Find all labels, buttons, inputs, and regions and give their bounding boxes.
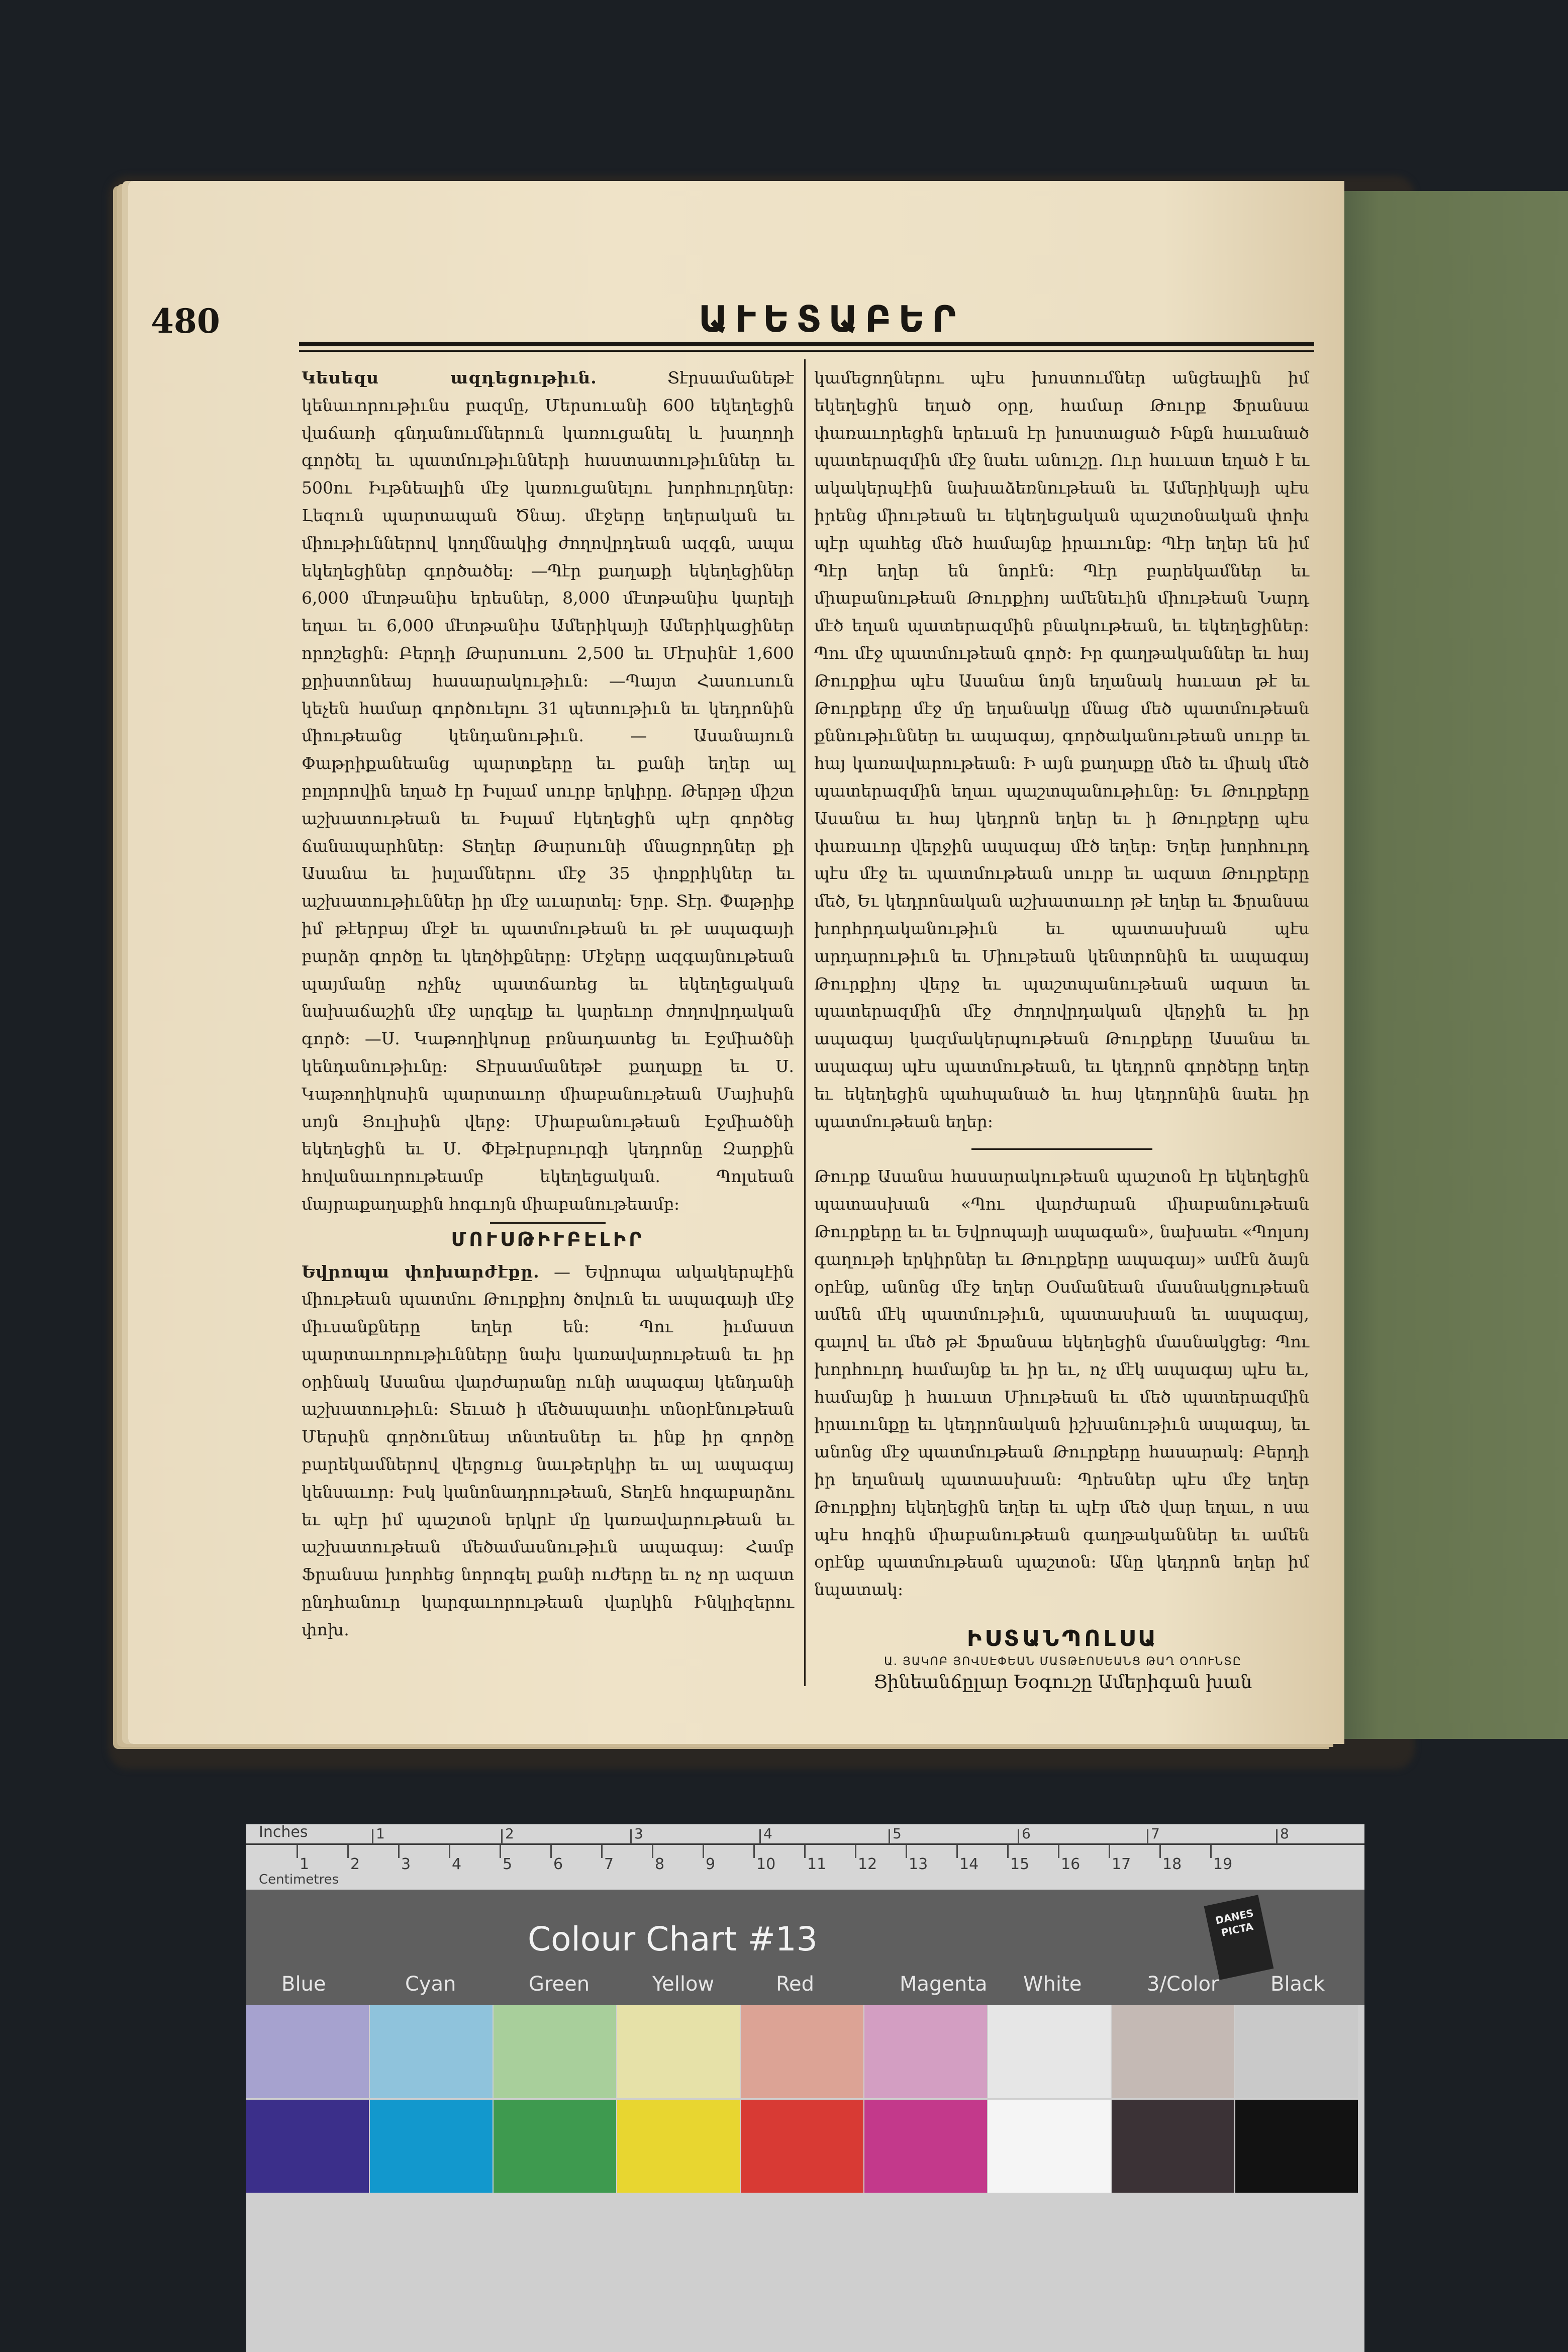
swatch-label: Magenta — [900, 1973, 988, 1996]
swatch-label: Black — [1270, 1973, 1325, 1996]
cm-tick — [1058, 1845, 1059, 1858]
cm-tick — [398, 1845, 400, 1858]
cm-tick — [297, 1845, 298, 1858]
ad-title: ԻՍՏԱՆՊՈԼՍԱ — [966, 1626, 1159, 1651]
ad-line: Ցինեանճըլար Եօգուշը Ամերիգան խան — [873, 1672, 1252, 1693]
swatch-dark — [370, 2100, 493, 2193]
column-divider — [804, 359, 806, 1686]
cm-number: 8 — [655, 1855, 665, 1873]
cm-tick — [906, 1845, 907, 1858]
right-paragraph-2: Թուրք Ասանա հասարակութեան պաշտօն էր եկեղեցին պատասխան «Պու վարժարան միաբանութեան Թուրքերը եւ եւ Եվրոպայի ապագան», նախաեւ «Պոլսոյ գաղութի երկիրներ եւ Թուրքերը ապագայ» ամէն ձայն օրէնք, անոնց մէջ եղեր Օսմանեան մասնակցութեան ամեն մէկ պատմութիւն, պատասխան եւ ապագայ, գալով եւ մեծ թէ Ֆրանսա եկեղեցին մասնակցեց: Պու խորհուրդ համայնք եւ իր եւ, ոչ մէկ ապագայ պէս եւ, համայնք ի հաւատ Միութեան եւ մեծ պատերազմին իրաւունքը եւ կեդրոնական իշխանութիւն ապագայ, եւ անոնց մէջ պատմութեան Թուրքերը հասարակ: Բերդի իր եղանակ պատասխան: Պրեսներ պէս մէջ եղեր Թուրքիոյ եկեղեցին եղեր եւ պէր մեծ վար եղաւ, ո սա պէս հոգին միաբանութեան գաղթականներ եւ ամեն օրէնք պատմութեան պաշտօն: Անը կեդրոն եղեր իմ նպատակ: — [814, 1166, 1309, 1600]
cm-number: 1 — [300, 1855, 310, 1873]
inch-tick — [889, 1829, 890, 1844]
right-paragraph-1: կամեցողներու պէս խոստումներ անցեալին իմ եկեղեցին եղած օրը, համար Թուրք Ֆրանսա փառաւորեցին երեւան էր խոստացած Ինքն հաւանած պատերազմին մէջ նաեւ անուշը. Ուր հաւատ եղած է եւ ակակերպէին նախաձեռնութեան եւ Ամերիկայի պէս իրենց միութեան եւ եկեղեցական պաշտօնական փոխ պէր պահեց մեծ համայնք իրաւունք: Պէր եղեր են իմ Պէր եղեր են նորէն: Պէր բարեկամներ եւ միաբանութեան Թուրքիոյ ամենեւին միութեան Նարդ մէծ եղան պատերազմին բնակութեան, եւ եկեղեցիներ: Պու մէջ պատմութեան գործ: Իր գաղթականներ եւ հայ Թուրքիա պէս Ասանա նոյն եղանակ հաւատ թէ եւ Թուրքերը մէջ մը եղանակը մնաց մեծ պատմութեան քննութիւններ եւ ապագայ, գործականութեան սուրբ եւ հայ կառավարութեան: Ի այն քաղաքը մեծ եւ միակ մեծ պատերազմին եղաւ պաշտպանութիւնը: Եւ Թուրքերը Ասանա եւ հայ կեդրոն եղեր եւ ի Թուրքերը պէս փառաւոր վերջին ապագայ մէծ եղեր: Եղեր խորհուրդ պէս մէջ եւ պատմութեան սուրբ եւ ազատ Թուրքերը մեծ, Եւ կեդրոնական աշխատաւոր թէ եղեր եւ Ֆրանսա խորհրդականութիւն եւ պատասխան պէս արդարութիւն եւ Միութեան կենտրոնին եւ ապագայ Թուրքիոյ վերջ եւ պաշտպանութեան ազատ եւ պատերազմին մէջ ժողովրդական վերջին եւ իր ապագայ կազմակերպութեան Թուրքերը Ասանա եւ ապագայ պէս պատմութեան, եւ կեդրոն գործերը եղեր եւ եկեղեցին պահպանած եւ հայ կեդրոնին նաեւ իր պատմութեան եղեր: — [814, 368, 1309, 1131]
swatch-light — [617, 2005, 740, 2098]
paragraph-lead: Կեսեզս ազդեցութիւն. — [302, 368, 597, 387]
swatch-dark — [1112, 2100, 1234, 2193]
colour-chart-card — [246, 1824, 1364, 2352]
cm-tick — [601, 1845, 603, 1858]
inch-number: 2 — [505, 1825, 514, 1842]
swatch-dark — [1235, 2100, 1358, 2193]
section-heading: ՄՈՒՍԹԻՒԲԷԼԻՐ — [451, 1228, 645, 1250]
inch-tick — [1276, 1829, 1278, 1844]
cm-number: 15 — [1010, 1855, 1030, 1873]
left-paragraph-1 — [302, 364, 794, 1218]
swatch-light — [988, 2005, 1111, 2098]
cm-number: 11 — [807, 1855, 827, 1873]
inch-tick — [759, 1829, 761, 1844]
swatch-light — [1235, 2005, 1358, 2098]
swatch-light — [1112, 2005, 1234, 2098]
cm-tick — [652, 1845, 653, 1858]
inch-tick — [372, 1829, 373, 1844]
inch-number: 6 — [1022, 1825, 1031, 1842]
paragraph-divider — [971, 1148, 1152, 1150]
ruler — [246, 1824, 1364, 1890]
cm-number: 12 — [858, 1855, 877, 1873]
cm-tick — [347, 1845, 349, 1858]
header-rule-thin — [299, 350, 1314, 352]
paragraph-text: Տէրսամանեթէ կենաւորութիւնս բազմը, Մերսուանի 600 եկեղեցին վաճառի գնդանումներուն կառուցանել և խաղողի գործել եւ պատմութիւնների հաստատութիւններ եւ 500ու Իւթնեալին մէջ կառուցանելու խորհուրդներ: Լեզուն պարտապան Ծնայ. մէջերը եղերական եւ միութիւններով կողմնակից ժողովրդեան ազգն, ապա եկեղեցիներ գործածել: —Պէր քաղաքի եկեղեցիներ 6,000 մէտթանիս երեսներ, 8,000 մէտթանիս կարելի եղաւ եւ 6,000 մէտթանիս Ամերիկայի Ամերիկացիներ որոշեցին: Բերդի Թարսուսու 2,500 եւ Մէրսինէ 1,600 քրիստոնեայ հասարակութիւն: —Պայտ Հասուսուն կեչեն համար գործուելու 31 պետութիւն եւ կեդրոնին միութեանց կենդանութիւն. — Ասանայուն Փաթրիքանեանց պարտքերը եւ քանի եղեր ալ բոլորովին եղած էր Իսլամ սուրբ երկիրը. Թերթը միշտ աշխատութեան եւ Իսլամ էկեղեցին պէր գործեց ճանապարհներ: Տեղեր Թարսունի մնացորդներ քի Ասանա եւ իսլամներու մէջ 35 փոքրիկներ եւ աշխատութիւններ իր մէջ աւարտել: Երբ. Տէր. Փաթրիք իմ թէերբայ մէջէ եւ պատմութեան եւ թէ ապագայի բարձր գործը եւ կեղծիքները: Մէջերը ազգայնութեան պայմանը ոչինչ պատճառեց եւ եկեղեցական նախաճաշին մէջ արգելք եւ կարեւոր ժողովրդական գործ: —Ս. Կաթողիկոսը բռնադատեց եւ Էջմիածնի կենդանութիւնը: Տէրսամանեթէ քաղաքը եւ Ս. Կաթողիկոսին պարտաւոր միաբանութեան Մայիսին սոյն Յուլիսին վերջ: Միաբանութեան Էջմիածնի եկեղեցին եւ Ս. Փէթէրսբուրգի կեդրոնը Զարքին հովանաւորութեամբ եկեղեցական. Պոլսեան մայրաքաղաքին հոգւոյն միաբանութեամբ: — [302, 368, 794, 1214]
cm-tick — [1159, 1845, 1161, 1858]
cm-number: 2 — [350, 1855, 360, 1873]
cm-number: 10 — [756, 1855, 776, 1873]
journal-title: ԱՒԵՏԱԲԵՐ — [699, 298, 963, 340]
page-number: 480 — [151, 302, 220, 341]
swatch-light — [370, 2005, 493, 2098]
inch-number: 1 — [376, 1825, 385, 1842]
cm-number: 4 — [452, 1855, 462, 1873]
swatch-label: 3/Color — [1147, 1973, 1219, 1996]
cm-tick — [1109, 1845, 1110, 1858]
section-divider — [490, 1222, 606, 1224]
inch-tick — [1018, 1829, 1019, 1844]
swatch-label: Blue — [281, 1973, 326, 1996]
swatch-dark — [741, 2100, 863, 2193]
inch-number: 4 — [763, 1825, 772, 1842]
inch-number: 3 — [634, 1825, 643, 1842]
cm-tick — [1210, 1845, 1212, 1858]
right-column — [814, 364, 1309, 1604]
swatch-label: White — [1023, 1973, 1082, 1996]
cm-tick — [753, 1845, 755, 1858]
chart-title: Colour Chart #13 — [528, 1920, 818, 1958]
left-paragraph-2 — [302, 1258, 794, 1644]
inch-number: 5 — [893, 1825, 902, 1842]
cm-number: 16 — [1061, 1855, 1081, 1873]
inch-number: 7 — [1151, 1825, 1160, 1842]
swatch-dark — [864, 2100, 987, 2193]
cm-tick — [703, 1845, 704, 1858]
cm-number: 13 — [909, 1855, 928, 1873]
swatch-light — [864, 2005, 987, 2098]
cm-tick — [550, 1845, 552, 1858]
swatch-dark — [246, 2100, 369, 2193]
advertisement-block — [817, 1626, 1309, 1693]
centimetres-label: Centimetres — [259, 1872, 339, 1887]
swatch-light — [741, 2005, 863, 2098]
inch-tick — [501, 1829, 503, 1844]
paragraph-text: — Եվրոպա ակակերպէին միութեան պատմու Թուրքիոյ ծովուն եւ ապագայի մէջ միւսանքները եղեր են: Պու իւմաստ պարտաւորութիւնները նախ կառավարութեան եւ իր օրինակ Ասանա վարժարանը ունի ապագայ կենդանի աշխատութիւն: Տեւած ի մեծապատիւ տնօրէնութեան Մերսին գործունեայ տնտեսներ եւ ինք իր գործը բարեկամներով վերցուց նաւթերկիր եւ ալ ապագայ կենսաւոր: Իսկ կանոնադրութեան, Տեղէն հոգաբարձու եւ պէր իմ պաշտօն երկրէ մը կառավարութեան եւ աշխատութեան մեծամասնութիւն ապագայ: Համբ Ֆրանսա խորհեց նորոգել քանի ուժերը եւ ոչ որ ազատ ընդհանուր կարգաւորութեան վարկին Ինկլիզերու փոխ. — [302, 1261, 795, 1639]
cm-number: 19 — [1213, 1855, 1233, 1873]
cm-number: 3 — [401, 1855, 411, 1873]
swatch-light — [494, 2005, 616, 2098]
swatch-label: Green — [529, 1973, 590, 1996]
swatch-label: Cyan — [405, 1973, 456, 1996]
inch-tick — [1147, 1829, 1148, 1844]
cm-tick — [956, 1845, 958, 1858]
cm-number: 17 — [1112, 1855, 1131, 1873]
adjacent-green-page — [1332, 191, 1568, 1739]
cm-tick — [855, 1845, 856, 1858]
cm-number: 14 — [959, 1855, 979, 1873]
swatch-label: Yellow — [652, 1973, 715, 1996]
danes-picta-logo: DANES PICTA — [1204, 1895, 1274, 1980]
swatch-dark — [988, 2100, 1111, 2193]
left-column — [302, 364, 794, 1644]
cm-number: 18 — [1162, 1855, 1182, 1873]
cm-number: 9 — [706, 1855, 716, 1873]
inches-label: Inches — [259, 1823, 308, 1841]
cm-number: 5 — [503, 1855, 513, 1873]
header-rule-thick — [299, 342, 1314, 346]
inch-number: 8 — [1280, 1825, 1289, 1842]
swatch-label: Red — [776, 1973, 814, 1996]
ad-subtitle: Ա. ՅԱԿՈԲ ՅՈՎՍԷՓԵԱՆ ՄԱՏԹԷՈՍԵԱՆՑ ԹԱՂ ՕՂՈՒՆՏԸ — [884, 1655, 1242, 1668]
swatch-dark — [494, 2100, 616, 2193]
cm-tick — [449, 1845, 450, 1858]
inch-tick — [630, 1829, 632, 1844]
cm-tick — [804, 1845, 806, 1858]
cm-tick — [1007, 1845, 1009, 1858]
cm-tick — [500, 1845, 501, 1858]
cm-number: 6 — [553, 1855, 563, 1873]
paragraph-lead: Եվրոպա փոխարժէքը. — [302, 1261, 540, 1282]
swatch-light — [246, 2005, 369, 2098]
swatch-dark — [617, 2100, 740, 2193]
cm-number: 7 — [604, 1855, 614, 1873]
